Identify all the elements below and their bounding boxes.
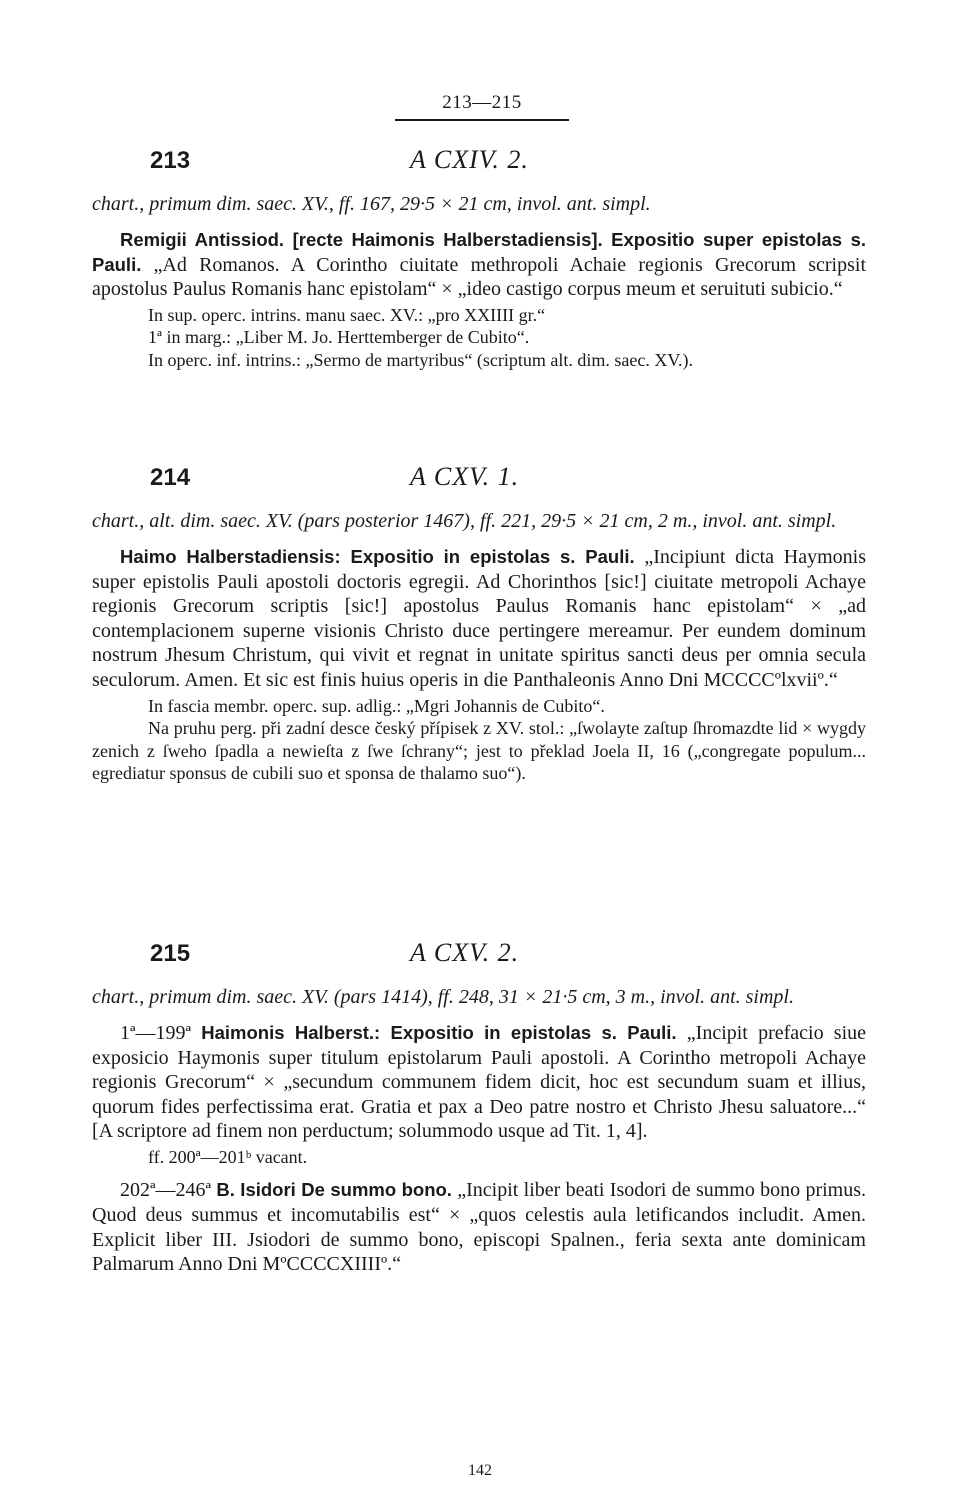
content-paragraph	[92, 1178, 866, 1276]
entry-number: 214	[150, 464, 191, 491]
work-title: Remigii Antissiod. [recte Haimonis Halberstadiensis]. Expositio super epistolas s. Pauli.	[92, 229, 866, 275]
work-title: Haimo Halberstadiensis: Expositio in epistolas s. Pauli.	[120, 546, 635, 567]
note: Na pruhu perg. při zadní desce český přípisek z XV. stol.: „ſwolayte zaſtup ſhromazdte lid × wygdy zenich z ſweho ſpadla a newieſta z ſwe ſchrany“; jest to překlad Joela II, 16 („congregate populum... egrediatur sponsus de cubili suo et sponsa de thalamo suo“).	[92, 718, 866, 784]
entry-number: 215	[150, 940, 191, 967]
vacant-note: ff. 200ª—201ᵇ vacant.	[148, 1146, 308, 1167]
shelfmark: A CXV. 1.	[410, 462, 520, 491]
content-paragraph	[92, 1021, 866, 1144]
page-number: 142	[468, 1462, 492, 1479]
work-title: Haimonis Halberst.: Expositio in epistolas s. Pauli.	[201, 1022, 677, 1043]
physical-description: chart., primum dim. saec. XV., ff. 167, 29·5 × 21 cm, invol. ant. simpl.	[92, 193, 651, 215]
entry-214	[92, 464, 866, 785]
note: In fascia membr. operc. sup. adlig.: „Mgri Johannis de Cubito“.	[148, 695, 605, 716]
shelfmark: A CXV. 2.	[410, 938, 520, 967]
entry-215	[92, 940, 866, 1277]
note: In operc. inf. intrins.: „Sermo de martyribus“ (scriptum alt. dim. saec. XV.).	[148, 349, 694, 370]
running-head: 213—215	[442, 92, 522, 113]
incipit-explicit: „Incipit liber beati Isodori de summo bono primus. Quod deus summus et incomutabilis est“ × „quos celestis aula letificandos includit. Amen. Explicit liber III. Jsiodori de summo bono, episcopi Spalnen., feria sexta ante dominicam Palmarum Anno Dni MºCCCCXIIIIº.“	[92, 1179, 867, 1276]
note: 1ª in marg.: „Liber M. Jo. Herttemberger de Cubito“.	[148, 327, 530, 348]
work-title: B. Isidori De summo bono.	[216, 1179, 452, 1201]
physical-description: chart., primum dim. saec. XV. (pars 1414), ff. 248, 31 × 21·5 cm, 3 m., invol. ant. simpl.	[92, 986, 794, 1008]
incipit-explicit: „Incipit prefacio siue exposicio Haymonis super titulum epistolarum Pauli apostoli. A Corintho metropoli Achaye regionis Grecorum“ × „secundum communem fidem dicit, hoc est secundum suam et illius, quorum fides perfectissima erat. Gratia et pax a Deo patre nostro et Christo Jhesu saluatore...“ [A scriptore ad finem non perductum; solummodo usque ad Tit. 1, 4].	[92, 1022, 866, 1143]
note: In sup. operc. intrins. manu saec. XV.: „pro XXIIII gr.“	[148, 304, 546, 325]
shelfmark: A CXIV. 2.	[410, 145, 529, 174]
entry-head	[92, 940, 866, 980]
content-paragraph	[92, 228, 866, 302]
entry-213	[92, 147, 866, 371]
entry-head	[92, 464, 866, 504]
folio-range: 1ª—199ª	[120, 1022, 192, 1044]
incipit-explicit: „Ad Romanos. A Corintho ciuitate methropoli Achaie regionis Grecorum scripsit apostolus Paulus Romanis hanc epistolam“ × „ideo castigo corpus meum et seruituti subicio.“	[92, 253, 866, 301]
physical-description: chart., alt. dim. saec. XV. (pars posterior 1467), ff. 221, 29·5 × 21 cm, 2 m., invol. ant. simpl.	[92, 510, 837, 532]
incipit-explicit: „Incipiunt dicta Haymonis super epistolis Pauli apostoli doctoris egregii. Ad Chorinthos [sic!] ciuitate metropoli Achaye regionis Grecorum scriptis [sic!] apostolus Paulus Romanis hanc epistolam“ × „ad contemplacionem superne visionis Christo duce pertingere mereamur. Per eundem dominum nostrum Jhesum Christum, qui vivit et regnat in unitate spiritus sancti deus per omnia secula seculorum. Amen. Et sic est finis huius operis in die Panthaleonis Anno Dni MCCCCºlxviiº.“	[92, 546, 866, 691]
entry-head	[92, 147, 866, 187]
content-paragraph	[92, 545, 866, 693]
folio-range: 202ª—246ª	[120, 1179, 212, 1202]
running-head-rule	[395, 119, 569, 121]
entry-number: 213	[150, 147, 191, 174]
